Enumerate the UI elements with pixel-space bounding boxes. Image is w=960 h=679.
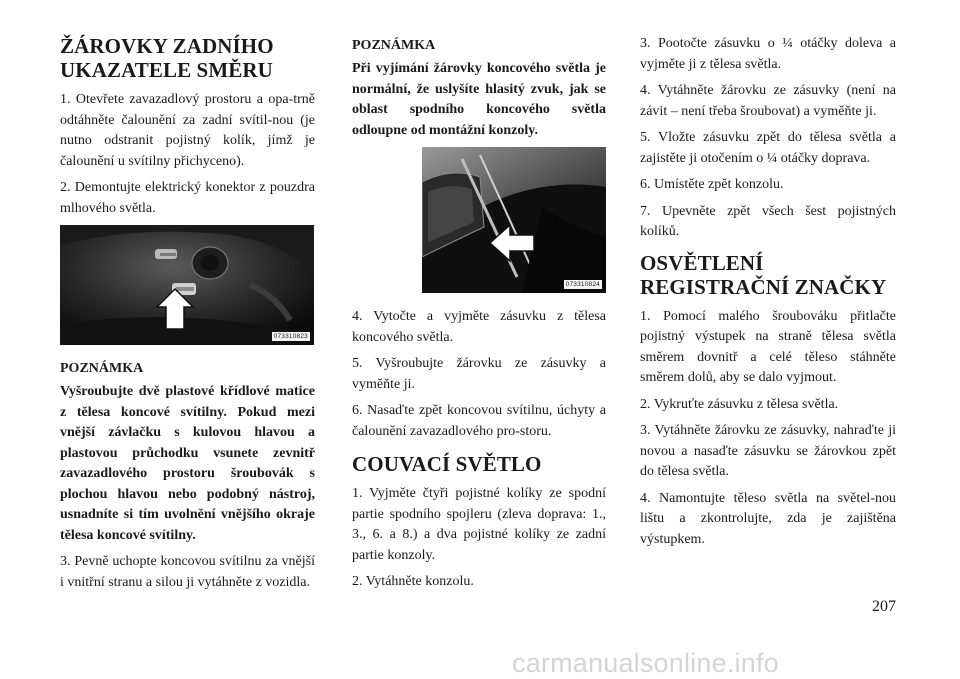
- plate-step-3: 3. Vytáhněte žárovku ze zásuvky, nahraďte ji novou a nasaďte zásuvku se žárovkou zpět do tělesa světla.: [640, 423, 896, 479]
- section-heading-rear-turn-signal: ŽÁROVKY ZADNÍHO UKAZATELE SMĚRU: [60, 34, 274, 82]
- photo-trunk-connector: [60, 225, 314, 345]
- watermark: carmanualsonline.info: [512, 648, 779, 678]
- step-2: 2. Demontujte elektrický konektor z pouzdra mlhového světla.: [60, 180, 315, 216]
- page-number: 207: [872, 598, 896, 615]
- column-middle: [352, 36, 606, 599]
- note-text: Vyšroubujte dvě plastové křídlové matice z tělesa koncové svítilny. Pokud mezi vnější závlačku s kulovou hlavou a plastovou průchodku vsunete zevnitř zavazadlového prostoru šroubovák s plochou hlavou nebo podobný nástroj, usnadníte si tím uvolnění vnějšího okraje tělesa koncové svítilny.: [60, 384, 315, 543]
- photo-tail-light-housing: [422, 147, 606, 293]
- reverse-step-4: 4. Vytáhněte žárovku ze zásuvky (není na závit – není třeba šroubovat) a vyměňte ji.: [640, 83, 896, 119]
- column-left: [60, 34, 315, 599]
- plate-step-1: 1. Pomocí malého šroubováku přitlačte pojistný výstupek na straně tělesa světla směrem dovnitř a celé těleso stáhněte směrem dolů, aby se dalo vyjmout.: [640, 308, 896, 385]
- section-heading-license-plate-light: OSVĚTLENÍ REGISTRAČNÍ ZNAČKY: [640, 250, 887, 299]
- reverse-step-3: 3. Pootočte zásuvku o ¼ otáčky doleva a vyjměte ji z tělesa světla.: [640, 36, 896, 72]
- step-1: 1. Otevřete zavazadlový prostoru a opa-trně odtáhněte čalounění za zadní svítil-nou (je nutno odstranit pojistný kolík, jímž je čalounění u svítilny přichyceno).: [60, 92, 315, 169]
- section-heading-reverse-light: COUVACÍ SVĚTLO: [352, 452, 542, 476]
- note-title: POZNÁMKA: [352, 38, 436, 53]
- reverse-step-7: 7. Upevněte zpět všech šest pojistných kolíků.: [640, 203, 896, 239]
- photo-code: 073310823: [273, 333, 308, 340]
- photo-code: 073310824: [565, 281, 600, 288]
- step-6: 6. Nasaďte zpět koncovou svítilnu, úchyty a čalounění zavazadlového pro-storu.: [352, 403, 606, 439]
- plate-step-2: 2. Vykruťte zásuvku z tělesa světla.: [640, 396, 839, 412]
- column-right: [640, 34, 896, 556]
- reverse-step-6: 6. Umístěte zpět konzolu.: [640, 177, 784, 192]
- step-5: 5. Vyšroubujte žárovku ze zásuvky a vyměňte ji.: [352, 356, 606, 392]
- reverse-step-2: 2. Vytáhněte konzolu.: [352, 574, 474, 589]
- step-3: 3. Pevně uchopte koncovou svítilnu za vnější i vnitřní stranu a silou ji vytáhněte z vozidla.: [60, 554, 315, 590]
- plate-step-4: 4. Namontujte těleso světla na světel-nou lištu a zkontrolujte, zda je zajištěna výstupkem.: [640, 490, 896, 547]
- reverse-step-5: 5. Vložte zásuvku zpět do tělesa světla a zajistěte ji otočením o ¼ otáčky doprava.: [640, 130, 896, 166]
- arrow-left-icon: [422, 147, 606, 293]
- step-4: 4. Vytočte a vyjměte zásuvku z tělesa koncového světla.: [352, 309, 606, 345]
- reverse-step-1: 1. Vyjměte čtyři pojistné kolíky ze spodní partie spodního spojleru (zleva doprava: 1., 3., 6. a 8.) a dva pojistné kolíky ze zadní partie konzoly.: [352, 486, 606, 563]
- note-title: POZNÁMKA: [60, 361, 144, 376]
- arrow-up-icon: [60, 225, 314, 345]
- note-text: Při vyjímání žárovky koncového světla je normální, že uslyšíte hlasitý zvuk, jak se oblast spodního koncového světla odloupne od montážní konzoly.: [352, 61, 606, 138]
